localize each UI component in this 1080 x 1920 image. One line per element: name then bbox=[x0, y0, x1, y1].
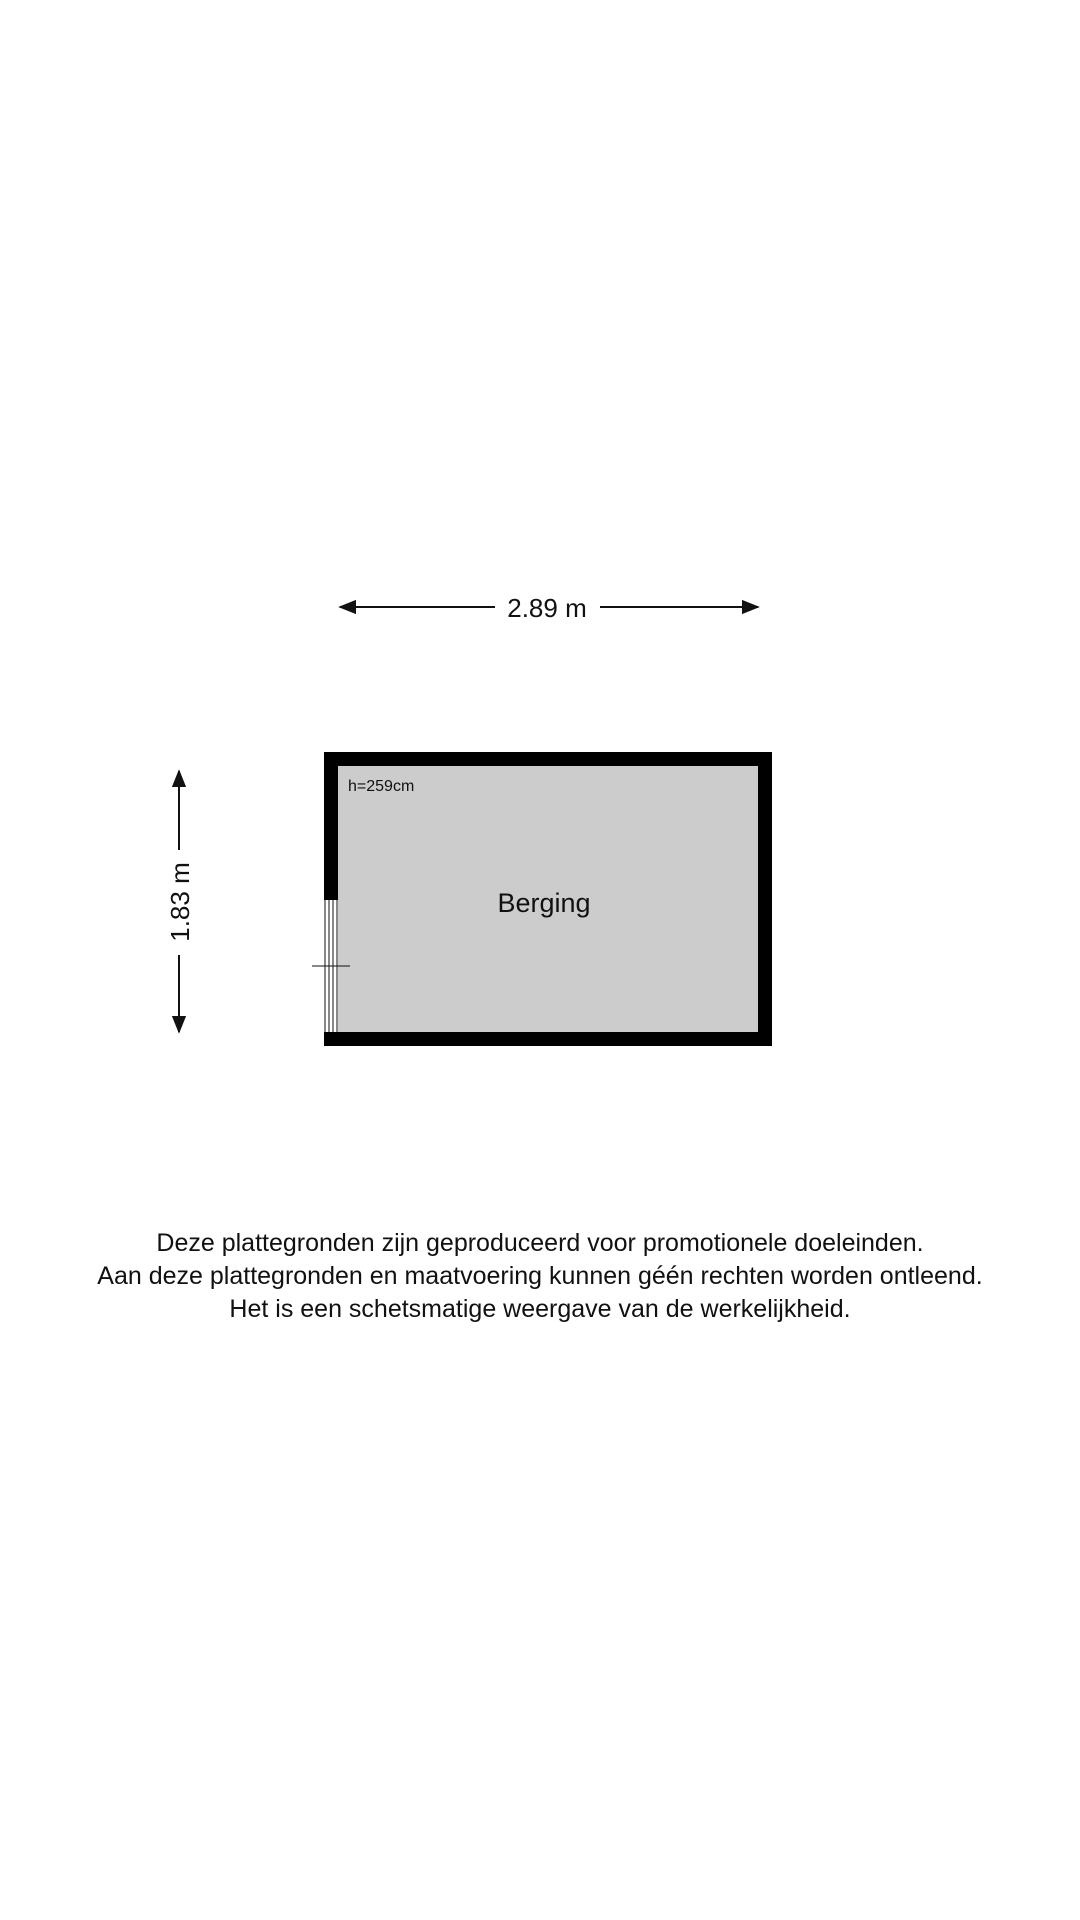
room-name-label: Berging bbox=[497, 888, 591, 918]
room-height-label: h=259cm bbox=[348, 778, 415, 795]
disclaimer-line-1: Deze plattegronden zijn geproduceerd voor promotionele doeleinden. bbox=[156, 1229, 924, 1257]
disclaimer-line-3: Het is een schetsmatige weergave van de werkelijkheid. bbox=[229, 1295, 851, 1323]
disclaimer bbox=[0, 1227, 1080, 1326]
depth-dimension bbox=[165, 771, 195, 1032]
disclaimer-line-2: Aan deze plattegronden en maatvoering kunnen géén rechten worden ontleend. bbox=[97, 1262, 983, 1290]
wall-left-upper bbox=[324, 752, 338, 900]
wall-top bbox=[324, 752, 772, 766]
room-berging bbox=[312, 752, 772, 1046]
width-dimension bbox=[340, 593, 758, 623]
wall-left-stub bbox=[324, 1032, 338, 1046]
depth-dimension-label: 1.83 m bbox=[165, 862, 195, 942]
wall-right bbox=[758, 752, 772, 1046]
width-dimension-label: 2.89 m bbox=[507, 593, 587, 623]
wall-bottom bbox=[324, 1032, 772, 1046]
